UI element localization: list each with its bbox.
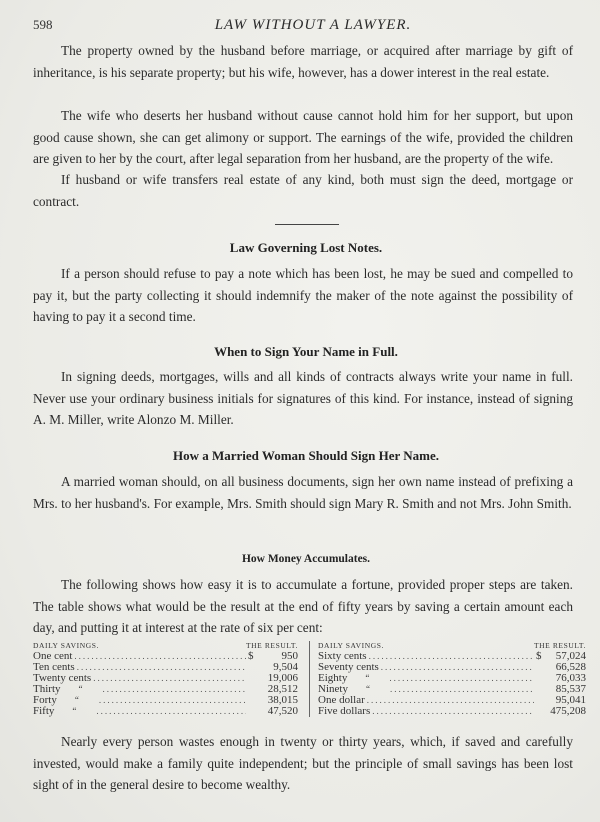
savings-label: Thirty: [33, 683, 61, 695]
ditto-mark: “: [78, 684, 83, 694]
savings-result: 76,033: [555, 672, 586, 684]
table-row: [318, 662, 586, 673]
currency-symbol: $: [248, 650, 254, 662]
dot-leader: [93, 673, 246, 684]
savings-result: 38,015: [267, 694, 298, 706]
currency-symbol: $: [536, 650, 542, 662]
savings-label: Ninety: [318, 683, 348, 695]
table-row: [33, 673, 298, 684]
dot-leader: [99, 695, 246, 706]
running-head: [33, 17, 573, 37]
column-daily-savings: DAILY SAVINGS.: [33, 641, 99, 650]
heading-money-accumulates: How Money Accumulates.: [241, 553, 371, 565]
table-header: [33, 641, 298, 651]
dot-leader: [96, 706, 246, 717]
savings-label: Eighty: [318, 672, 348, 684]
paragraph-wife-support: The wife who deserts her husband without cause cannot hold him for her support, but upon good cause shown, she can get alimony or support. The earnings of the wife, provided the children are given to her by the court, after legal separation from her husband, are the property of the wife.: [33, 108, 573, 166]
savings-label: Twenty cents: [33, 672, 92, 684]
dot-leader: [381, 662, 534, 673]
table-row: [318, 706, 586, 717]
savings-result: 28,512: [267, 683, 298, 695]
savings-label: Ten cents: [33, 661, 75, 673]
column-the-result: THE RESULT.: [533, 641, 586, 650]
heading-married-woman: How a Married Woman Should Sign Her Name.: [172, 448, 440, 463]
table-row: [33, 706, 298, 717]
book-title: LAW WITHOUT A LAWYER.: [214, 17, 412, 33]
savings-result: 66,528: [555, 661, 586, 673]
dot-leader: [389, 673, 534, 684]
ditto-mark: “: [74, 695, 79, 705]
dot-leader: [369, 651, 534, 662]
table-row: [33, 684, 298, 695]
section-divider: [275, 224, 339, 225]
ditto-mark: “: [72, 706, 77, 716]
dot-leader: [74, 651, 246, 662]
savings-label: Five dollars: [318, 705, 371, 717]
savings-result: 19,006: [267, 672, 298, 684]
heading-lost-notes: Law Governing Lost Notes.: [229, 240, 383, 255]
paragraph-small-savings: Nearly every person wastes enough in twenty or thirty years, which, if saved and carefully invested, would make a family quite independent; but the principle of small savings has been lost sight of in the general desire to become wealthy.: [33, 734, 573, 792]
savings-result: 85,537: [555, 683, 586, 695]
savings-result: 57,024: [555, 650, 586, 662]
savings-result: 950: [281, 650, 298, 662]
paragraph-sign-full: In signing deeds, mortgages, wills and all kinds of contracts always write your name in full. Never use your ordinary business initials for signatures of this kind. For instance, instead of signing A. M. Miller, write Alonzo M. Miller.: [33, 369, 573, 427]
table-row: [318, 673, 586, 684]
column-the-result: THE RESULT.: [245, 641, 298, 650]
ditto-mark: “: [365, 673, 370, 683]
page-number: 598: [33, 17, 53, 32]
savings-table-left: [33, 641, 298, 717]
paragraph-married-woman: A married woman should, on all business documents, sign her own name instead of prefixing a Mrs. to her husband's. For example, Mrs. Smith should sign Mary R. Smith and not Mrs. John Smith.: [33, 474, 573, 511]
dot-leader: [367, 695, 534, 706]
dot-leader: [390, 684, 534, 695]
savings-label: Sixty cents: [318, 650, 367, 662]
paragraph-lost-notes: If a person should refuse to pay a note which has been lost, he may be sued and compelled to pay it, but the party collecting it should indemnify the maker of the note against the possibility of having to pay it a second time.: [33, 266, 573, 324]
dot-leader: [103, 684, 247, 695]
paragraph-transfer-real-estate: If husband or wife transfers real estate of any kind, both must sign the deed, mortgage or contract.: [33, 172, 573, 209]
savings-label: Seventy cents: [318, 661, 379, 673]
savings-label: Forty: [33, 694, 57, 706]
savings-result: 9,504: [273, 661, 298, 673]
savings-label: One dollar: [318, 694, 365, 706]
savings-result: 475,208: [550, 705, 586, 717]
savings-result: 47,520: [267, 705, 298, 717]
ditto-mark: “: [365, 684, 370, 694]
table-row: [33, 695, 298, 706]
savings-label: Fifty: [33, 705, 55, 717]
savings-label: One cent: [33, 650, 73, 662]
heading-sign-full: When to Sign Your Name in Full.: [214, 344, 398, 359]
dot-leader: [372, 706, 534, 717]
savings-result: 95,041: [555, 694, 586, 706]
dot-leader: [77, 662, 246, 673]
paragraph-money-accumulates: The following shows how easy it is to accumulate a fortune, provided proper steps are taken. The table shows what would be the result at the end of fifty years by saving a certain amount each day, and putting it at interest at the rate of six per cent:: [33, 577, 573, 635]
savings-table-right: [309, 641, 586, 717]
column-daily-savings: DAILY SAVINGS.: [318, 641, 384, 650]
paragraph-separate-property: The property owned by the husband before marriage, or acquired after marriage by gift of inheritance, is his separate property; but his wife, however, has a dower interest in the real estate.: [33, 43, 573, 80]
